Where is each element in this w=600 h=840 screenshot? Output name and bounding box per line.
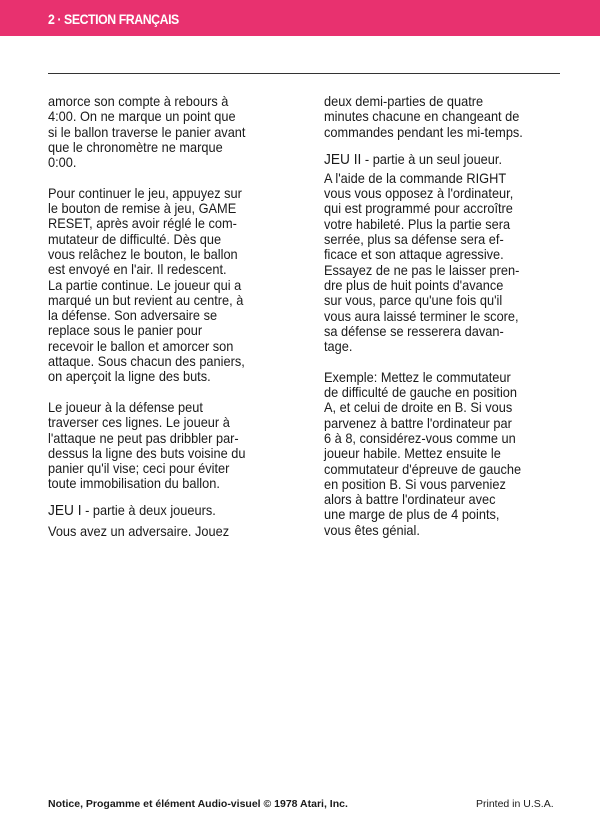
section-header-band (0, 0, 600, 36)
text-line: sa défense se resserera davan- (324, 323, 504, 339)
paragraph-gap (324, 140, 564, 150)
text-line: panier qu'il vise; ceci pour éviter (48, 461, 230, 477)
paragraph-countdown (48, 94, 288, 170)
paragraph-gap (48, 170, 288, 185)
text-line: 4:00. On ne marque un point que (48, 109, 236, 125)
text-line: parvenez à battre l'ordinateur par (324, 415, 512, 431)
left-column (48, 94, 288, 539)
text-line: vous êtes génial. (324, 522, 420, 538)
header-divider (48, 73, 560, 74)
text-line: attaque. Sous chacun des paniers, (48, 354, 245, 370)
paragraph-gap (48, 385, 288, 400)
text-line: dessus la ligne des buts voisine du (48, 445, 246, 461)
text-line: que le chronomètre ne marque (48, 139, 223, 155)
text-line: traverser ces lignes. Le joueur à (48, 415, 230, 431)
text-line: est envoyé en l'air. Il redescent. (48, 262, 227, 278)
text-line: alors à battre l'ordinateur avec (324, 492, 496, 508)
text-line: Pour continuer le jeu, appuyez sur (48, 185, 242, 201)
footer-printed-in: Printed in U.S.A. (476, 798, 554, 810)
text-line: l'attaque ne peut pas dribbler par- (48, 430, 239, 446)
paragraph-gap (324, 354, 564, 369)
game-2-subtitle: - partie à un seul joueur. (361, 151, 502, 167)
text-line: A l'aide de la commande RIGHT (324, 170, 507, 186)
paragraph-gap (48, 492, 288, 501)
paragraph-half-games (324, 94, 564, 140)
text-line: commutateur d'épreuve de gauche (324, 461, 522, 477)
text-line: une marge de plus de 4 points, (324, 507, 500, 523)
text-line: La partie continue. Le joueur qui a (48, 277, 242, 293)
right-column (324, 94, 564, 538)
text-line: qui est programmé pour accroître (324, 201, 513, 217)
text-line: commandes pendant les mi-temps. (324, 124, 523, 140)
text-line: le bouton de remise à jeu, GAME (48, 201, 237, 217)
text-line: votre habileté. Plus la partie sera (324, 216, 511, 232)
text-line: tage. (324, 339, 353, 355)
text-line: ficace et son attaque agressive. (324, 247, 504, 263)
text-line: vous vous opposez à l'ordinateur, (324, 186, 514, 202)
paragraph-defense-rules (48, 400, 288, 492)
text-line: recevoir le ballon et amorcer son (48, 338, 234, 354)
text-line: A, et celui de droite en B. Si vous (324, 400, 513, 416)
text-line: 6 à 8, considérez-vous comme un (324, 430, 516, 446)
game-1-subtitle: - partie à deux joueurs. (81, 502, 216, 518)
paragraph-example (324, 370, 564, 538)
text-line: si le ballon traverse le panier avant (48, 124, 246, 140)
text-line: mutateur de difficulté. Dès que (48, 231, 222, 247)
text-line: la défense. Son adversaire se (48, 308, 218, 324)
text-line: on aperçoit la ligne des buts. (48, 369, 211, 385)
game-1-heading (48, 501, 274, 520)
text-line: amorce son compte à rebours à (48, 94, 229, 109)
text-line: joueur habile. Mettez ensuite le (324, 446, 501, 462)
text-line: de difficulté de gauche en position (324, 385, 518, 401)
text-line: vous aura laissé terminer le score, (324, 308, 519, 324)
text-line: deux demi-parties de quatre (324, 94, 484, 109)
text-line: toute immobilisation du ballon. (48, 476, 220, 492)
text-line: Le joueur à la défense peut (48, 399, 203, 415)
text-line: RESET, après avoir réglé le com- (48, 216, 237, 232)
text-line: en position B. Si vous parveniez (324, 476, 506, 492)
text-line: vous relâchez le bouton, le ballon (48, 246, 238, 262)
text-line: 0:00. (48, 155, 77, 171)
text-line: serrée, plus sa défense sera ef- (324, 232, 504, 248)
text-line: dre plus de huit points d'avance (324, 277, 504, 293)
game-1-title: JEU I (48, 502, 82, 519)
section-title: 2 · SECTION FRANÇAIS (48, 11, 179, 27)
paragraph-computer-opponent (324, 171, 564, 355)
text-line: replace sous le panier pour (48, 323, 203, 339)
text-line: minutes chacune en changeant de (324, 109, 520, 125)
text-line: Exemple: Mettez le commutateur (324, 369, 511, 385)
paragraph-continue-game (48, 186, 288, 385)
text-line: Essayez de ne pas le laisser pren- (324, 262, 520, 278)
footer-copyright: Notice, Progamme et élément Audio-visuel © 1978 Atari, Inc. (48, 798, 348, 810)
game-2-title: JEU II (324, 151, 362, 168)
text-line: sur vous, parce qu'une fois qu'il (324, 293, 503, 309)
game-2-heading (324, 150, 550, 169)
text-line: marqué un but revient au centre, à (48, 292, 244, 308)
text-line: Vous avez un adversaire. Jouez (48, 523, 230, 539)
